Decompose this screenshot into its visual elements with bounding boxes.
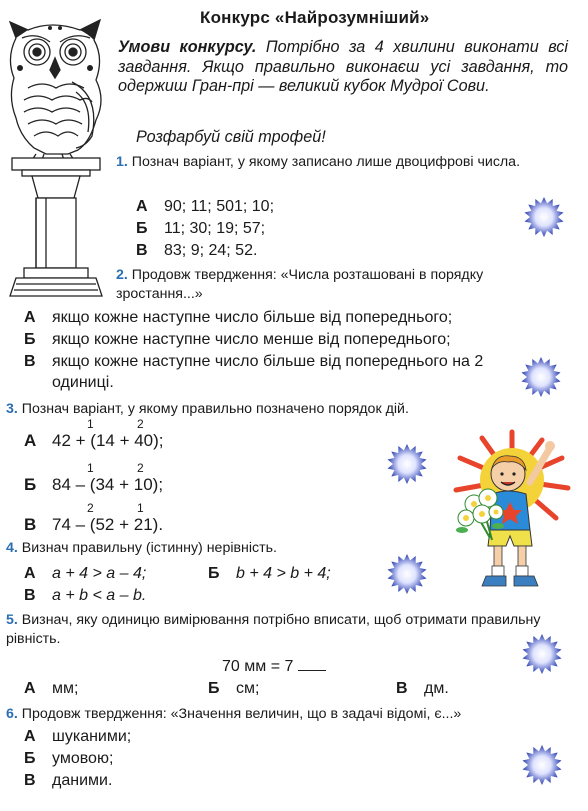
star-icon[interactable] bbox=[521, 633, 563, 675]
question-5 bbox=[6, 611, 576, 649]
q5-option-b[interactable] bbox=[208, 678, 259, 699]
star-icon[interactable] bbox=[520, 356, 562, 398]
option-text: якщо кожне наступне число більше від попереднього; bbox=[52, 309, 453, 326]
option-letter: Б bbox=[136, 220, 148, 237]
question-number: 4. bbox=[6, 540, 18, 556]
action-order-mark: 1 bbox=[87, 417, 94, 431]
option-text: умовою; bbox=[52, 750, 114, 767]
boy-with-flowers-image bbox=[452, 428, 572, 596]
star-icon[interactable] bbox=[386, 553, 428, 595]
option-letter: Б bbox=[24, 331, 36, 348]
option-letter: А bbox=[136, 198, 148, 215]
q3-option-b[interactable] bbox=[24, 474, 163, 495]
q2-option-a[interactable] bbox=[24, 307, 572, 328]
question-6 bbox=[6, 705, 576, 724]
q5-option-a[interactable] bbox=[24, 678, 78, 699]
q4-option-a[interactable] bbox=[24, 563, 146, 584]
q3-option-c[interactable] bbox=[24, 514, 163, 535]
option-text: 42 + (14 + 40); bbox=[52, 431, 164, 450]
q1-option-b[interactable] bbox=[136, 218, 265, 239]
option-text: 11; 30; 19; 57; bbox=[164, 220, 266, 237]
option-letter: А bbox=[24, 309, 36, 326]
question-number: 5. bbox=[6, 612, 18, 628]
answer-blank[interactable] bbox=[298, 656, 326, 671]
question-text: Визнач правильну (істинну) нерівність. bbox=[21, 540, 277, 556]
question-text: Познач варіант, у якому записано лише двоцифрові числа. bbox=[131, 154, 521, 170]
conditions-text: Потрібно за 4 хвилини виконати всі завдання. Якщо правильно виконаєш усі завдання, то одержиш Гран-прі — великий кубок Мудрої Сови. bbox=[118, 38, 568, 95]
equation-text: 70 мм = 7 bbox=[222, 658, 294, 675]
question-4 bbox=[6, 539, 576, 558]
action-order-mark: 2 bbox=[87, 501, 94, 515]
q1-option-a[interactable] bbox=[136, 196, 274, 217]
q4-option-b[interactable] bbox=[208, 563, 331, 584]
color-trophy-hint: Розфарбуй свій трофей! bbox=[136, 128, 326, 146]
option-letter: В bbox=[396, 680, 408, 697]
option-letter: В bbox=[24, 587, 36, 604]
q5-option-c[interactable] bbox=[396, 678, 449, 699]
star-icon[interactable] bbox=[521, 744, 563, 786]
question-number: 1. bbox=[116, 154, 128, 170]
question-text: Продовж твердження: «Числа розташовані в порядку зростання...» bbox=[116, 267, 484, 302]
q1-option-c[interactable] bbox=[136, 240, 257, 261]
question-text: Визнач, яку одиницю вимірювання потрібно вписати, щоб отримати правильну рівність. bbox=[6, 612, 541, 647]
option-text: якщо кожне наступне число менше від попереднього; bbox=[52, 331, 451, 348]
contest-conditions bbox=[118, 38, 568, 97]
owl-trophy-image bbox=[2, 8, 110, 300]
option-text: b + 4 > b + 4; bbox=[236, 565, 331, 582]
action-order-mark: 2 bbox=[137, 417, 144, 431]
option-text: дм. bbox=[424, 680, 449, 697]
option-text: 90; 11; 501; 10; bbox=[164, 198, 275, 215]
action-order-mark: 2 bbox=[137, 461, 144, 475]
option-letter: В bbox=[24, 772, 36, 789]
question-text: Продовж твердження: «Значення величин, що в задачі відомі, є...» bbox=[21, 706, 462, 722]
star-icon[interactable] bbox=[523, 196, 565, 238]
question-2 bbox=[116, 266, 566, 304]
option-text: a + b < a – b. bbox=[52, 587, 147, 604]
option-letter: А bbox=[24, 565, 36, 582]
q2-option-c[interactable] bbox=[24, 351, 504, 393]
question-text: Познач варіант, у якому правильно позначено порядок дій. bbox=[21, 401, 409, 417]
question-1 bbox=[116, 153, 566, 172]
option-text: 84 – (34 + 10); bbox=[52, 475, 164, 494]
option-letter: Б bbox=[24, 475, 37, 494]
q5-equation bbox=[222, 656, 326, 677]
option-letter: Б bbox=[208, 565, 220, 582]
q6-option-b[interactable] bbox=[24, 748, 113, 769]
q4-option-c[interactable] bbox=[24, 585, 146, 606]
option-letter: В bbox=[24, 353, 36, 370]
option-letter: А bbox=[24, 431, 37, 450]
option-text: 74 – (52 + 21). bbox=[52, 515, 164, 534]
option-text: шуканими; bbox=[52, 728, 132, 745]
q3-option-a[interactable] bbox=[24, 430, 164, 451]
option-letter: Б bbox=[208, 680, 220, 697]
option-text: даними. bbox=[52, 772, 113, 789]
option-letter: В bbox=[136, 242, 148, 259]
option-text: якщо кожне наступне число більше від попереднього на 2 одиниці. bbox=[52, 353, 484, 391]
option-text: 83; 9; 24; 52. bbox=[164, 242, 258, 259]
question-number: 6. bbox=[6, 706, 18, 722]
question-number: 3. bbox=[6, 401, 18, 417]
q6-option-c[interactable] bbox=[24, 770, 112, 791]
option-text: a + 4 > a – 4; bbox=[52, 565, 147, 582]
action-order-mark: 1 bbox=[87, 461, 94, 475]
q6-option-a[interactable] bbox=[24, 726, 131, 747]
option-letter: А bbox=[24, 728, 36, 745]
star-icon[interactable] bbox=[386, 443, 428, 485]
conditions-heading: Умови конкурсу. bbox=[118, 38, 257, 56]
option-text: мм; bbox=[52, 680, 79, 697]
question-number: 2. bbox=[116, 267, 128, 283]
option-letter: А bbox=[24, 680, 36, 697]
option-letter: Б bbox=[24, 750, 36, 767]
option-letter: В bbox=[24, 515, 37, 534]
option-text: см; bbox=[236, 680, 260, 697]
action-order-mark: 1 bbox=[137, 501, 144, 515]
q2-option-b[interactable] bbox=[24, 329, 572, 350]
page-title: Конкурс «Найрозумніший» bbox=[200, 8, 430, 27]
